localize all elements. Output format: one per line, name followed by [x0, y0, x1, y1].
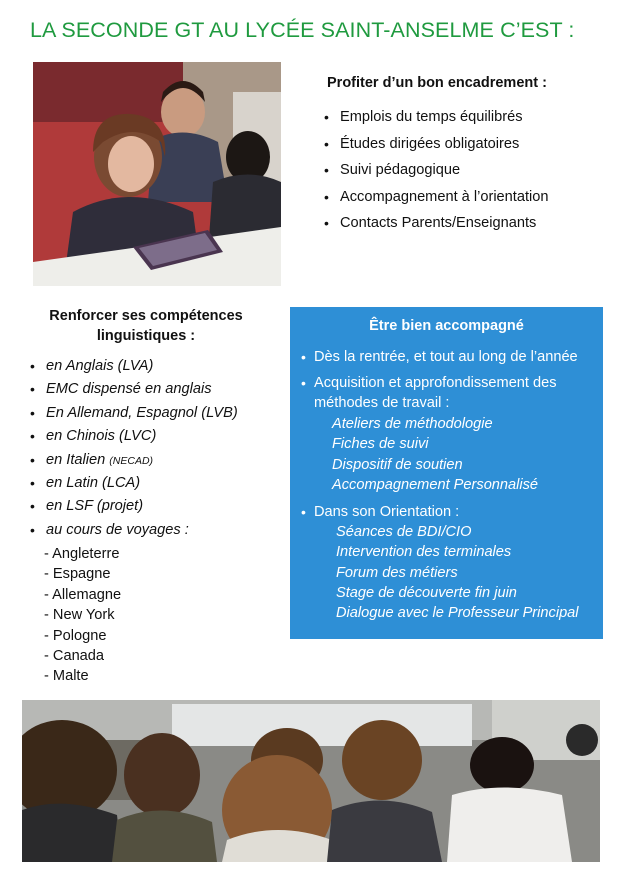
list-item: Stage de découverte fin juin: [336, 585, 517, 601]
list-item: Dialogue avec le Professeur Principal: [336, 605, 579, 621]
bullet: •: [324, 188, 329, 205]
accompagne-item-rentree: Dès la rentrée, et tout au long de l’année: [314, 349, 578, 365]
list-item: • Accompagnement à l’orientation: [324, 188, 549, 205]
list-item: • Études dirigées obligatoires: [324, 135, 520, 152]
bullet: •: [30, 521, 35, 538]
accompagne-item-methodes: Acquisition et approfondissement des: [314, 375, 557, 391]
list-item: • en Italien (NECAD): [30, 451, 154, 468]
bullet: •: [324, 135, 329, 152]
bullet: •: [324, 109, 329, 125]
list-item: • Suivi pédagogique: [324, 162, 461, 178]
list-item: • en Latin (LCA): [30, 474, 141, 491]
list-item: • en Chinois (LVC): [30, 428, 157, 445]
list-item: • en Anglais (LVA): [30, 358, 154, 374]
list-item: • En Allemand, Espagnol (LVB): [30, 404, 238, 421]
list-item: - Canada: [44, 647, 105, 664]
list-item: - New York: [44, 607, 115, 624]
list-item: • au cours de voyages :: [30, 521, 189, 538]
voyages-list: [44, 545, 121, 688]
list-item: Séances de BDI/CIO: [336, 524, 472, 540]
encadrement-title: Profiter d’un bon encadrement :: [327, 75, 547, 91]
list-item: - Malte: [44, 668, 89, 685]
bullet: •: [30, 428, 35, 445]
list-item: • Contacts Parents/Enseignants: [324, 215, 537, 231]
classroom-photo: [22, 700, 600, 862]
list-item: - Pologne: [44, 627, 107, 644]
list-item: - Angleterre: [44, 546, 120, 562]
langues-title: Renforcer ses compétences linguistiques :: [49, 308, 243, 344]
bullet: •: [301, 375, 306, 391]
bullet: •: [301, 504, 306, 520]
list-item: Intervention des terminales: [336, 544, 512, 560]
bullet: •: [30, 404, 35, 421]
bullet: •: [30, 358, 35, 374]
page-title: LA SECONDE GT AU LYCÉE SAINT-ANSELME C’EST :: [30, 18, 575, 42]
bullet: •: [301, 349, 306, 365]
bullet: •: [324, 215, 329, 231]
list-item: - Espagne: [44, 566, 111, 583]
bullet: •: [30, 381, 35, 398]
bullet: •: [324, 162, 329, 178]
list-item: Dispositif de soutien: [332, 457, 463, 473]
accompagne-item-orientation: Dans son Orientation :: [314, 504, 460, 520]
list-item: Accompagnement Personnalisé: [332, 477, 539, 493]
encadrement-list: [322, 108, 602, 241]
list-item: • EMC dispensé en anglais: [30, 381, 212, 398]
list-item: • Emplois du temps équilibrés: [324, 109, 523, 125]
list-item: Fiches de suivi: [332, 436, 429, 452]
list-item: • en LSF (projet): [30, 498, 144, 515]
bullet: •: [30, 474, 35, 491]
bullet: •: [30, 451, 35, 468]
list-item: - Allemagne: [44, 586, 122, 603]
accompagne-title: Être bien accompagné: [369, 318, 524, 334]
accompagne-item-methodes-cont: méthodes de travail :: [314, 395, 450, 411]
students-tablet-photo: [33, 62, 281, 286]
list-item: Ateliers de méthodologie: [332, 416, 493, 432]
bullet: •: [30, 498, 35, 515]
accompagne-box: [290, 307, 603, 639]
langues-list: [30, 357, 280, 544]
italien-note: (NECAD): [109, 454, 154, 467]
list-item: Forum des métiers: [336, 565, 458, 581]
